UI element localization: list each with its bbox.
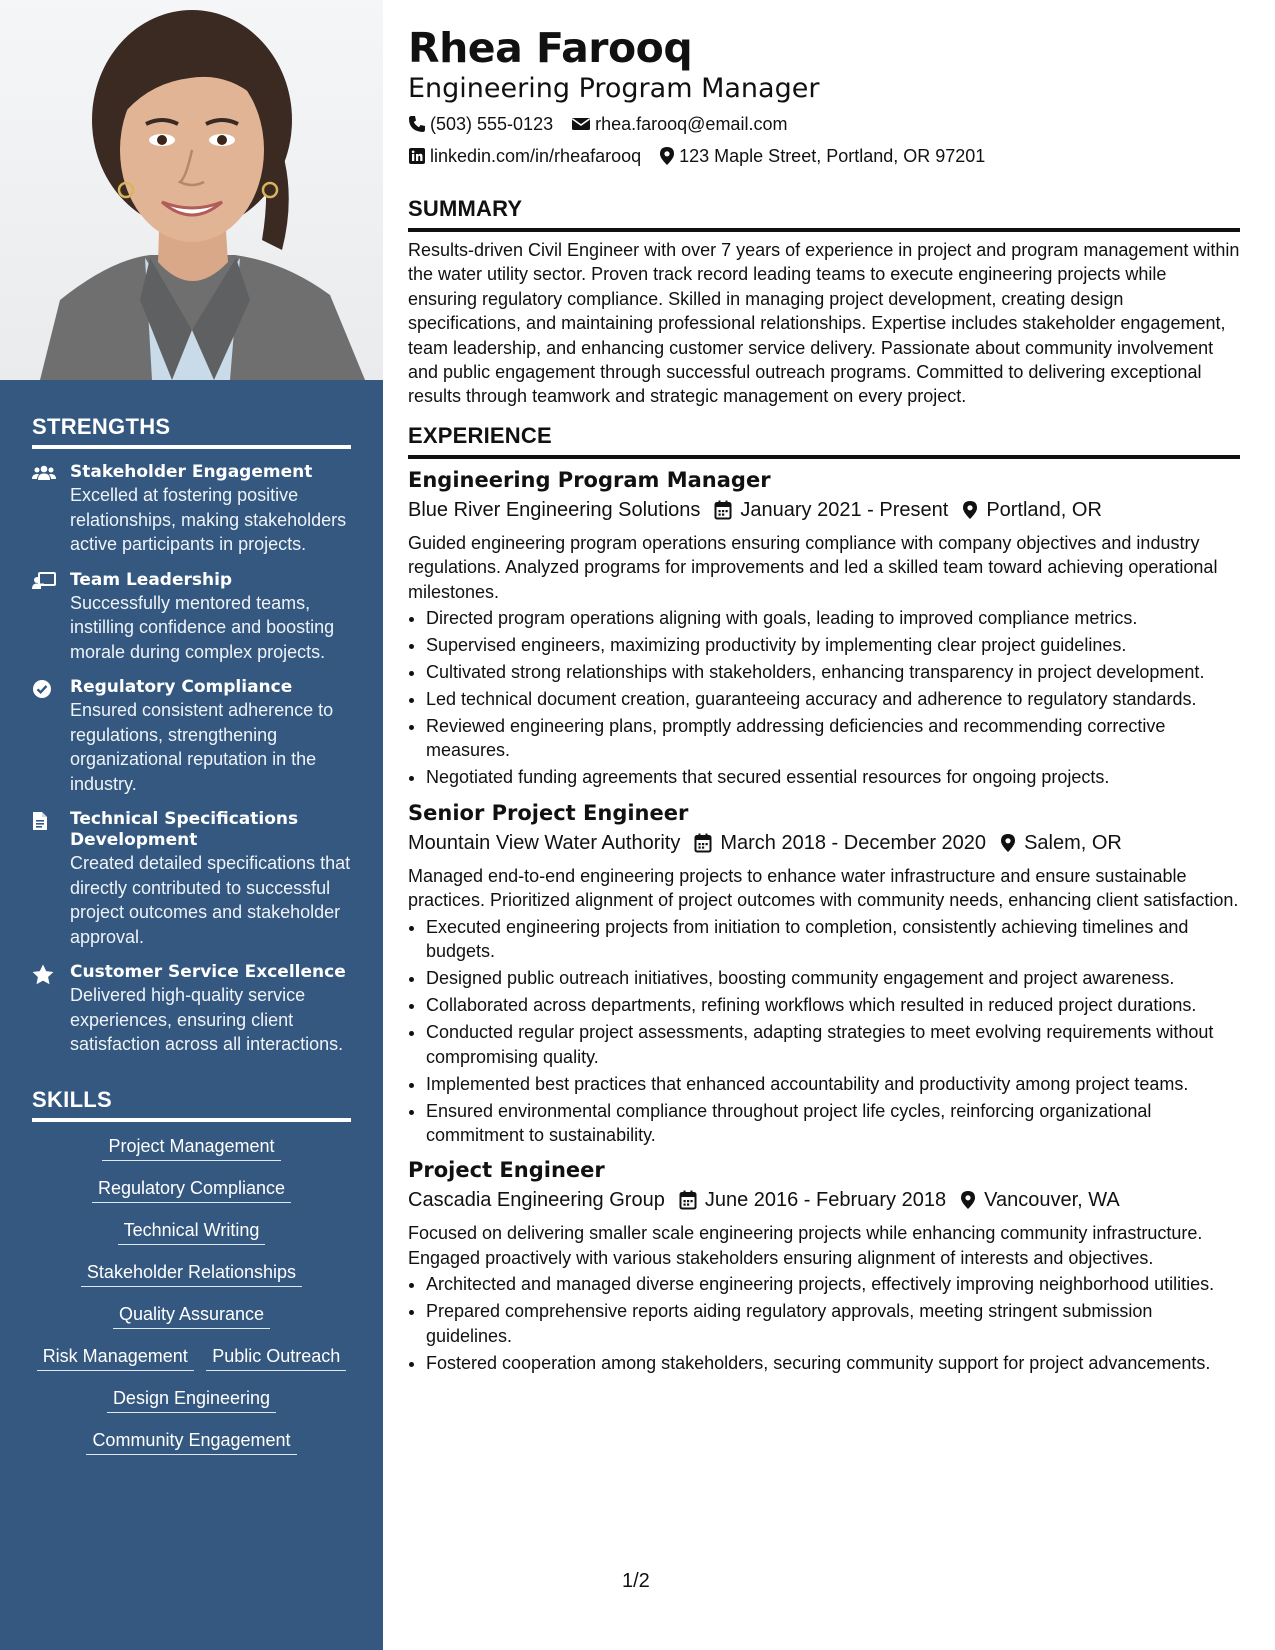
job-meta	[408, 828, 1240, 858]
job-entry	[408, 798, 1240, 1147]
strength-item	[32, 962, 351, 1057]
job-meta	[408, 1185, 1240, 1215]
users-icon	[32, 462, 70, 557]
bullet-item: • Implemented best practices that enhanced accountability and productivity among project teams.	[426, 1072, 1240, 1096]
bullet-item: • Supervised engineers, maximizing productivity by implementing clear project guidelines.	[426, 633, 1240, 657]
summary-heading: SUMMARY	[408, 196, 1240, 232]
document-icon	[32, 809, 70, 949]
skill-tag: Quality Assurance	[113, 1302, 270, 1329]
candidate-title: Engineering Program Manager	[408, 73, 820, 104]
job-entry	[408, 465, 1240, 790]
bullet-item: • Fostered cooperation among stakeholders, securing community support for project advancements.	[426, 1351, 1240, 1375]
location-pin-icon	[659, 146, 675, 166]
strength-title: Regulatory Compliance	[70, 677, 293, 697]
strength-description: Ensured consistent adherence to regulations, strengthening organizational reputation in the industry.	[70, 700, 334, 794]
contact-row	[408, 108, 1240, 140]
location-pin-icon	[960, 1190, 976, 1210]
strength-description: Successfully mentored teams, instilling confidence and boosting morale during complex projects.	[70, 592, 335, 662]
job-location: Salem, OR	[1024, 831, 1122, 854]
skill-tag: Regulatory Compliance	[92, 1176, 291, 1203]
job-description: Focused on delivering smaller scale engineering projects while enhancing community infrastructure. Engaged proactively with various stakeholders ensuring alignment of interests and objectives.	[408, 1223, 1203, 1268]
skills-heading: SKILLS	[32, 1087, 351, 1122]
main-content	[408, 22, 1240, 1378]
calendar-icon	[714, 500, 732, 520]
company-name: Blue River Engineering Solutions	[408, 498, 701, 521]
job-description: Managed end-to-end engineering projects to enhance water infrastructure and ensure sustainable practices. Prioritized alignment of project outcomes with community needs, enhancing client satisfaction.	[408, 865, 1239, 911]
bullet-item: • Designed public outreach initiatives, boosting community engagement and project awareness.	[426, 966, 1240, 990]
check-circle-icon	[32, 677, 70, 796]
bullet-item: • Cultivated strong relationships with stakeholders, enhancing transparency in project development.	[426, 660, 1240, 684]
job-title: Project Engineer	[408, 1158, 605, 1183]
address: 123 Maple Street, Portland, OR 97201	[679, 146, 986, 166]
job-dates: March 2018 - December 2020	[720, 831, 987, 854]
calendar-icon	[694, 833, 712, 853]
job-meta	[408, 495, 1240, 525]
job-bullets	[408, 1272, 1240, 1375]
skills-list	[32, 1134, 351, 1455]
strength-item	[32, 462, 351, 557]
strength-title: Team Leadership	[70, 569, 233, 590]
strength-description: Created detailed specifications that directly contributed to successful project outcomes and stakeholder approval.	[70, 853, 351, 947]
strength-item	[32, 570, 351, 665]
skill-tag: Risk Management	[37, 1344, 194, 1371]
skill-tag: Public Outreach	[206, 1344, 346, 1371]
strength-description: Excelled at fostering positive relationships, making stakeholders active participants in projects.	[70, 485, 347, 554]
chalkboard-teacher-icon	[32, 570, 70, 665]
company-name: Cascadia Engineering Group	[408, 1189, 665, 1212]
strength-item	[32, 809, 351, 949]
bullet-item: • Negotiated funding agreements that secured essential resources for ongoing projects.	[426, 765, 1240, 789]
sidebar-content	[32, 380, 351, 1470]
bullet-item: • Conducted regular project assessments, adapting strategies to meet evolving requirements without compromising quality.	[426, 1020, 1240, 1069]
linkedin-icon	[408, 147, 426, 165]
bullet-item: • Ensured environmental compliance throughout project life cycles, reinforcing organizational commitment to sustainability.	[426, 1099, 1240, 1148]
job-bullets	[408, 606, 1240, 790]
strength-title: Customer Service Excellence	[70, 962, 346, 982]
skill-tag: Stakeholder Relationships	[81, 1260, 302, 1287]
experience-heading: EXPERIENCE	[408, 423, 1240, 459]
job-dates: January 2021 - Present	[740, 498, 949, 521]
company-name: Mountain View Water Authority	[408, 831, 681, 854]
job-dates: June 2016 - February 2018	[704, 1189, 947, 1212]
job-location: Portland, OR	[986, 498, 1102, 521]
job-title: Senior Project Engineer	[408, 800, 689, 825]
skill-tag: Project Management	[102, 1134, 280, 1161]
strength-item	[32, 677, 351, 796]
bullet-item: • Architected and managed diverse engineering projects, effectively improving neighborhood utilities.	[426, 1272, 1240, 1296]
contact-row	[408, 140, 1240, 172]
sidebar	[0, 0, 383, 1650]
page-number: 1/2	[622, 1570, 650, 1592]
bullet-item: • Prepared comprehensive reports aiding regulatory approvals, meeting stringent submission guidelines.	[426, 1299, 1240, 1348]
location-pin-icon	[1000, 833, 1016, 853]
skill-tag: Technical Writing	[118, 1218, 266, 1245]
linkedin-url[interactable]: linkedin.com/in/rheafarooq	[430, 146, 642, 166]
bullet-item: • Executed engineering projects from initiation to completion, consistently achieving timelines and budgets.	[426, 915, 1240, 964]
strength-title: Technical Specifications Development	[70, 809, 299, 850]
bullet-item: • Directed program operations aligning with goals, leading to improved compliance metrics.	[426, 606, 1240, 630]
job-title: Engineering Program Manager	[408, 467, 771, 492]
candidate-name: Rhea Farooq	[408, 24, 693, 72]
strength-title: Stakeholder Engagement	[70, 462, 313, 482]
star-icon	[32, 962, 70, 1057]
email-icon	[571, 116, 591, 132]
location-pin-icon	[962, 500, 978, 520]
skill-tag: Community Engagement	[86, 1428, 296, 1455]
phone-icon	[408, 115, 426, 133]
calendar-icon	[679, 1190, 697, 1210]
job-description: Guided engineering program operations ensuring compliance with company objectives and industry regulations. Analyzed programs for improvements and led a skilled team toward achieving operational milestones.	[408, 532, 1218, 602]
summary-text: Results-driven Civil Engineer with over 7 years of experience in project and program management within the water utility sector. Proven track record leading teams to execute engineering projects while ensuring regulatory compliance. Skilled in managing project development, creating design specifications, and maintaining professional relationships. Expertise includes stakeholder engagement, team leadership, and enhancing customer service delivery. Passionate about community involvement and public engagement through successful outreach programs. Committed to delivering exceptional results through teamwork and strategic management on every project.	[408, 240, 1240, 407]
job-entry	[408, 1155, 1240, 1375]
email-address[interactable]: rhea.farooq@email.com	[595, 114, 788, 134]
job-location: Vancouver, WA	[984, 1189, 1120, 1212]
strengths-heading: STRENGTHS	[32, 414, 351, 449]
phone-number[interactable]: (503) 555-0123	[430, 114, 554, 134]
skill-tag: Design Engineering	[107, 1386, 276, 1413]
strength-description: Delivered high-quality service experiences, ensuring client satisfaction across all interactions.	[70, 985, 344, 1054]
portrait-image	[0, 0, 383, 380]
bullet-item: • Reviewed engineering plans, promptly addressing deficiencies and recommending corrective measures.	[426, 714, 1240, 763]
job-bullets	[408, 915, 1240, 1148]
profile-photo	[0, 0, 383, 380]
bullet-item: • Led technical document creation, guaranteeing accuracy and adherence to regulatory standards.	[426, 687, 1240, 711]
bullet-item: • Collaborated across departments, refining workflows which resulted in reduced project durations.	[426, 993, 1240, 1017]
